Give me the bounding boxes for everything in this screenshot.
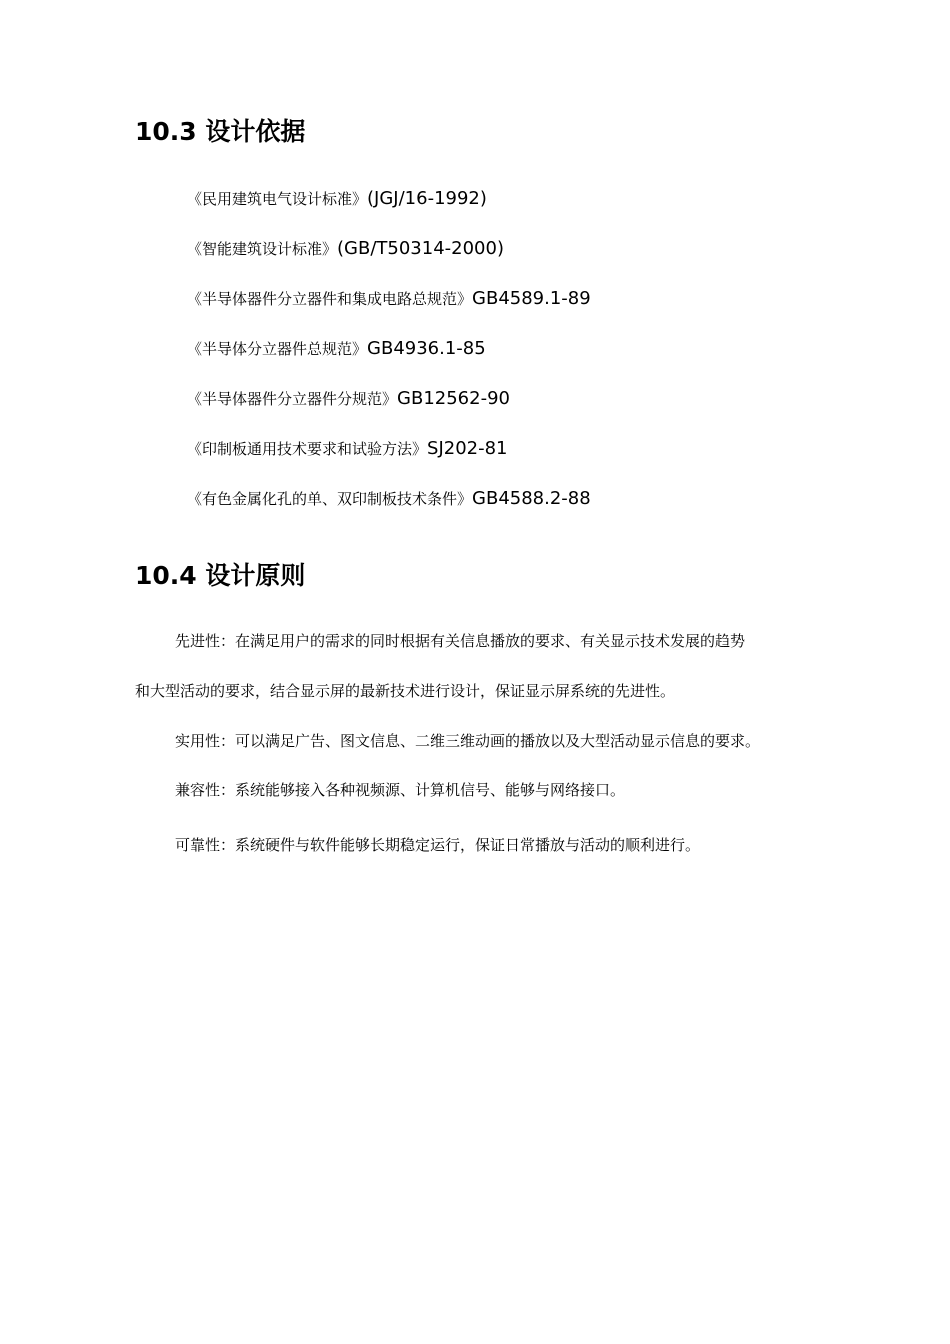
reference-code: (GB/T50314-2000) bbox=[337, 238, 504, 259]
section-heading-design-basis: 10.3 设计依据 bbox=[135, 117, 306, 146]
reference-code: GB12562-90 bbox=[397, 388, 510, 409]
reference-title: 《印制板通用技术要求和试验方法》 bbox=[187, 440, 428, 458]
reference-title: 《有色金属化孔的单、双印制板技术条件》 bbox=[187, 490, 473, 508]
reference-title: 《智能建筑设计标准》 bbox=[187, 240, 338, 258]
reference-item bbox=[187, 384, 591, 434]
reference-item bbox=[187, 284, 591, 334]
principle-advanced-line-1: 先进性：在满足用户的需求的同时根据有关信息播放的要求、有关显示技术发展的趋势 bbox=[175, 632, 746, 650]
section-heading-design-principles: 10.4 设计原则 bbox=[135, 561, 306, 590]
reference-code: GB4589.1-89 bbox=[472, 288, 591, 309]
reference-item bbox=[187, 184, 591, 234]
principle-compatibility: 兼容性：系统能够接入各种视频源、计算机信号、能够与网络接口。 bbox=[175, 781, 626, 799]
reference-code: SJ202-81 bbox=[427, 438, 508, 459]
reference-code: GB4588.2-88 bbox=[472, 488, 591, 509]
reference-title: 《半导体器件分立器件和集成电路总规范》 bbox=[187, 290, 473, 308]
reference-item bbox=[187, 234, 591, 284]
principle-advanced-line-2: 和大型活动的要求，结合显示屏的最新技术进行设计，保证显示屏系统的先进性。 bbox=[135, 682, 676, 700]
reference-title: 《半导体分立器件总规范》 bbox=[187, 340, 368, 358]
principle-practicality: 实用性：可以满足广告、图文信息、二维三维动画的播放以及大型活动显示信息的要求。 bbox=[175, 732, 761, 750]
reference-item bbox=[187, 334, 591, 384]
reference-title: 《半导体器件分立器件分规范》 bbox=[187, 390, 398, 408]
reference-code: (JGJ/16-1992) bbox=[367, 188, 487, 209]
principle-reliability: 可靠性：系统硬件与软件能够长期稳定运行，保证日常播放与活动的顺利进行。 bbox=[175, 836, 701, 854]
reference-list bbox=[187, 184, 591, 534]
reference-item bbox=[187, 434, 591, 484]
reference-item bbox=[187, 484, 591, 534]
reference-code: GB4936.1-85 bbox=[367, 338, 486, 359]
reference-title: 《民用建筑电气设计标准》 bbox=[187, 190, 368, 208]
